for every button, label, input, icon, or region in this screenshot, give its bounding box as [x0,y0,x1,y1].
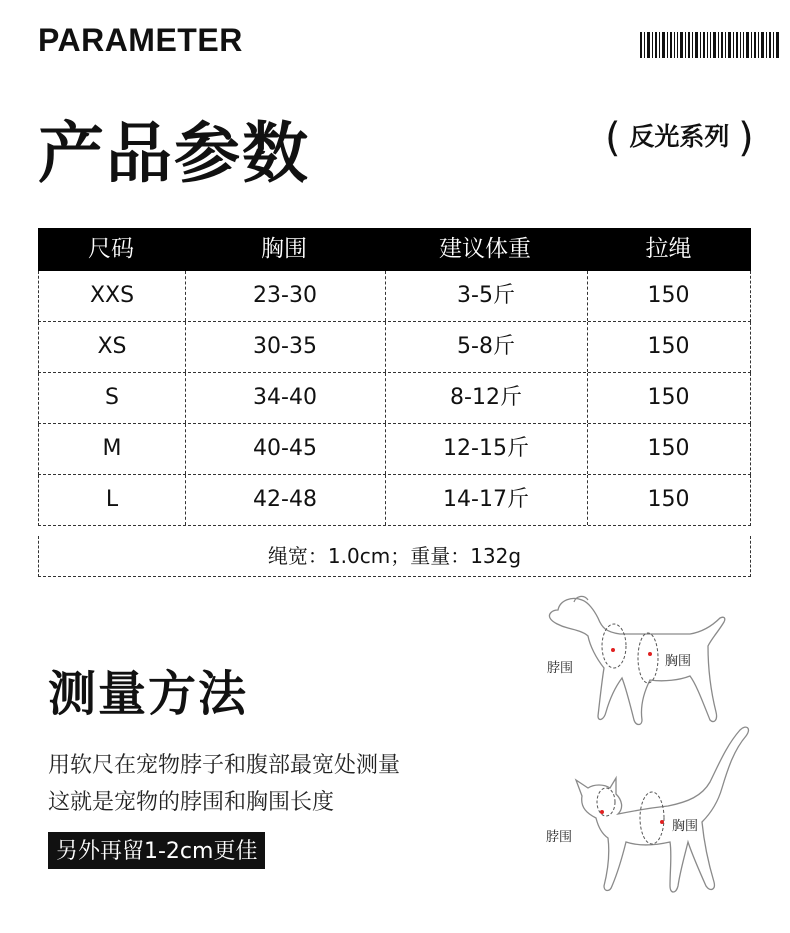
table-row [38,373,751,424]
measure-desc-line2: 这就是宠物的脖围和胸围长度 [48,790,335,815]
cell-weight: 5-8斤 [457,334,515,359]
cat-illustration [552,722,762,902]
cell-size: XS [97,334,127,359]
product-params-title: 产品参数 [38,115,310,192]
measure-title: 测量方法 [48,666,249,722]
cell-chest: 30-35 [253,334,317,359]
cell-chest: 23-30 [253,283,317,308]
header-chest: 胸围 [261,236,307,262]
barcode-icon [640,32,780,58]
cell-size: S [105,385,119,410]
table-row [38,475,751,526]
cat-neck-label: 脖围 [546,830,573,845]
measure-desc-line1: 用软尺在宠物脖子和腹部最宽处测量 [48,753,401,778]
cell-leash: 150 [647,283,690,308]
cell-weight: 14-17斤 [443,487,529,512]
cell-chest: 42-48 [253,487,317,512]
table-row [38,322,751,373]
series-tag [605,115,754,161]
cell-weight: 8-12斤 [450,385,522,410]
cell-size: XXS [89,283,135,308]
cell-leash: 150 [647,385,690,410]
cell-size: M [102,436,122,461]
cat-chest-dot [660,820,664,824]
cell-weight: 12-15斤 [443,436,529,461]
cell-leash: 150 [647,436,690,461]
cell-leash: 150 [647,334,690,359]
cell-size: L [105,487,119,512]
header-size: 尺码 [88,236,134,262]
cell-chest: 40-45 [253,436,317,461]
table-footer: 绳宽：1.0cm；重量：132g [38,536,751,577]
header-weight: 建议体重 [439,236,531,262]
dog-chest-label: 胸围 [665,654,692,669]
cell-chest: 34-40 [253,385,317,410]
header-leash: 拉绳 [645,236,692,262]
series-label: 反光系列 [629,122,730,151]
open-paren: ( [605,115,621,161]
cat-chest-label: 胸围 [672,819,699,834]
cat-neck-dot [600,810,604,814]
close-paren: ) [738,115,754,161]
table-header [38,228,751,271]
cell-weight: 3-5斤 [457,283,515,308]
parameter-heading: PARAMETER [38,22,243,58]
table-row [38,424,751,475]
table-row [38,271,751,322]
dog-chest-dot [648,652,652,656]
dog-neck-dot [611,648,615,652]
note-badge: 另外再留1-2cm更佳 [48,832,265,869]
dog-neck-label: 脖围 [547,661,574,676]
cell-leash: 150 [647,487,690,512]
